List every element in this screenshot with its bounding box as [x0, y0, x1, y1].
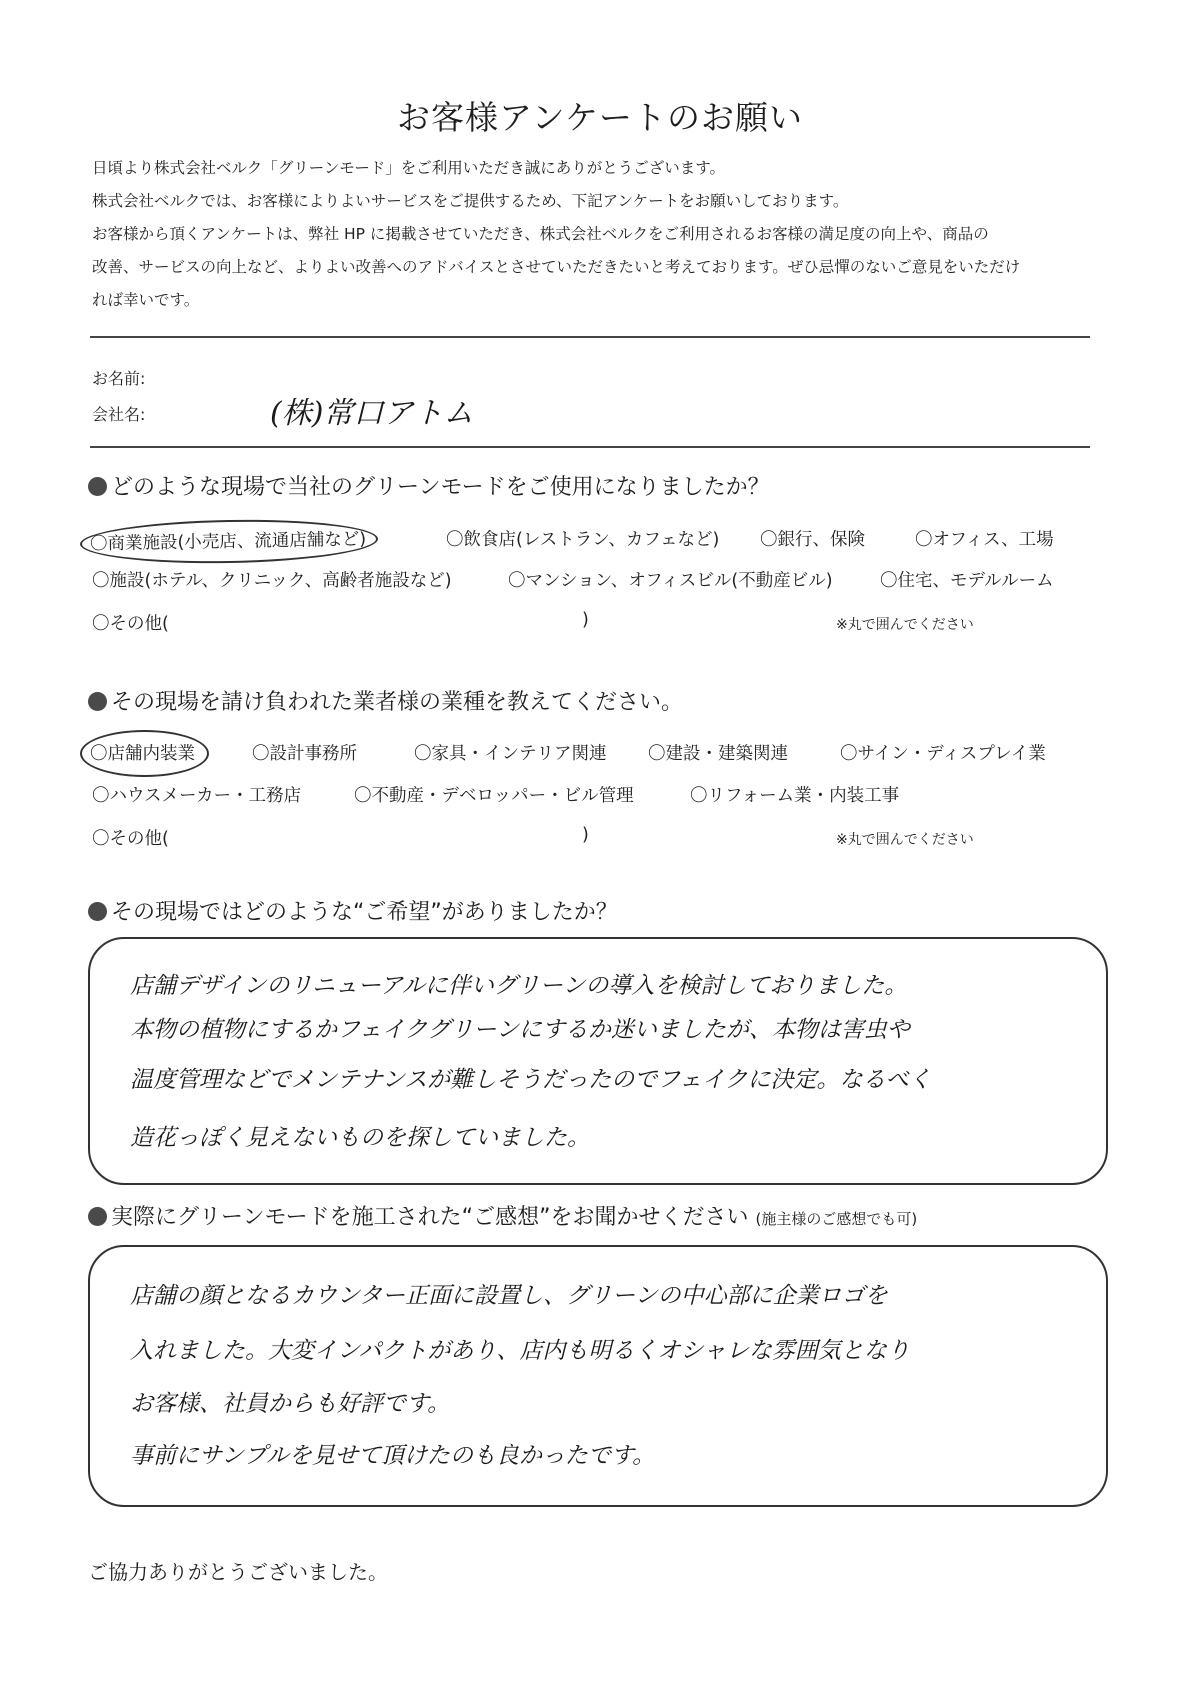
q2-option-housemaker[interactable]: 〇ハウスメーカー・工務店: [92, 786, 302, 806]
intro-line: 改善、サービスの向上など、よりよい改善へのアドバイスとさせていただきたいと考えております。ぜひ忌憚のないご意見をいただけ: [92, 258, 1021, 276]
q4-answer-line: お客様、社員からも好評です。: [130, 1391, 451, 1417]
q4-answer-line: 入れました。大変インパクトがあり、店内も明るくオシャレな雰囲気となり: [130, 1338, 910, 1364]
q1-option-house[interactable]: 〇住宅、モデルルーム: [880, 571, 1054, 591]
q2-note: ※丸で囲んでください: [836, 832, 974, 848]
q3-answer-line: 温度管理などでメンテナンスが難しそうだったのでフェイクに決定。なるべく: [130, 1067, 932, 1093]
bullet-icon: [88, 1207, 107, 1226]
question-1-heading: [88, 470, 770, 501]
q1-option-commercial[interactable]: 〇商業施設(小売店、流通店舗など): [80, 517, 379, 565]
intro-line: お客様から頂くアンケートは、弊社 HP に掲載させていただき、株式会社ベルクをご利用されるお客様の満足度の向上や、商品の: [92, 225, 989, 243]
question-2-text: その現場を請け負われた業者様の業種を教えてください。: [111, 690, 684, 715]
q3-answer-line: 造花っぽく見えないものを探していました。: [130, 1125, 590, 1151]
q3-answer-box[interactable]: [88, 937, 1108, 1185]
q2-option-design-office[interactable]: 〇設計事務所: [252, 744, 357, 764]
q1-option-mansion[interactable]: 〇マンション、オフィスビル(不動産ビル): [508, 571, 833, 591]
q4-answer-line: 事前にサンプルを見せて頂けたのも良かったです。: [130, 1443, 656, 1469]
intro-line: 日頃より株式会社ベルク「グリーンモード」をご利用いただき誠にありがとうございます。: [92, 159, 726, 177]
q1-option-office[interactable]: 〇オフィス、工場: [915, 530, 1054, 550]
page-title: お客様アンケートのお願い: [396, 98, 804, 137]
divider: [90, 446, 1090, 448]
question-3-text: その現場ではどのような“ご希望”がありましたか？: [111, 900, 618, 925]
q2-option-real-estate[interactable]: 〇不動産・デベロッパー・ビル管理: [354, 786, 634, 806]
q1-option-restaurant[interactable]: 〇飲食店(レストラン、カフェなど): [446, 530, 720, 550]
divider: [90, 336, 1090, 338]
q1-other-close: ): [582, 610, 589, 630]
q2-option-sign-display[interactable]: 〇サイン・ディスプレイ業: [840, 744, 1046, 764]
q1-note: ※丸で囲んでください: [836, 617, 974, 633]
name-label: お名前:: [92, 369, 146, 388]
q4-answer-box[interactable]: [88, 1245, 1108, 1507]
q1-option-other[interactable]: 〇その他(: [92, 614, 169, 634]
question-4-text: 実際にグリーンモードを施工された“ご感想”をお聞かせください: [111, 1205, 749, 1230]
q2-option-store-interior[interactable]: 〇店舗内装業: [80, 730, 209, 777]
question-2-heading: [88, 685, 683, 716]
thanks-message: ご協力ありがとうございました。: [88, 1560, 388, 1584]
q1-option-bank[interactable]: 〇銀行、保険: [760, 530, 865, 550]
question-3-heading: [88, 895, 618, 926]
q2-option-furniture[interactable]: 〇家具・インテリア関連: [414, 744, 607, 764]
question-4-note: (施主様のご感想でも可): [755, 1210, 918, 1228]
q1-option-facility[interactable]: 〇施設(ホテル、クリニック、高齢者施設など): [92, 571, 452, 591]
bullet-icon: [88, 692, 107, 711]
question-1-text: どのような現場で当社のグリーンモードをご使用になりましたか？: [111, 475, 770, 500]
intro-line: れば幸いです。: [92, 291, 200, 309]
q2-other-close: ): [582, 825, 589, 845]
q3-answer-line: 本物の植物にするかフェイクグリーンにするか迷いましたが、本物は害虫や: [130, 1017, 910, 1043]
intro-text: [92, 152, 1112, 317]
bullet-icon: [88, 477, 107, 496]
q3-answer-line: 店舗デザインのリニューアルに伴いグリーンの導入を検討しておりました。: [130, 973, 908, 999]
bullet-icon: [88, 902, 107, 921]
q2-option-other[interactable]: 〇その他(: [92, 829, 169, 849]
q2-option-reform[interactable]: 〇リフォーム業・内装工事: [690, 786, 900, 806]
company-label: 会社名:: [92, 405, 146, 424]
q2-option-construction[interactable]: 〇建設・建築関連: [648, 744, 788, 764]
q4-answer-line: 店舗の顔となるカウンター正面に設置し、グリーンの中心部に企業ロゴを: [130, 1283, 888, 1309]
question-4-heading: [88, 1200, 917, 1231]
company-field[interactable]: (株)常口アトム: [270, 396, 474, 431]
intro-line: 株式会社ベルクでは、お客様によりよいサービスをご提供するため、下記アンケートをお願いしております。: [92, 192, 849, 210]
